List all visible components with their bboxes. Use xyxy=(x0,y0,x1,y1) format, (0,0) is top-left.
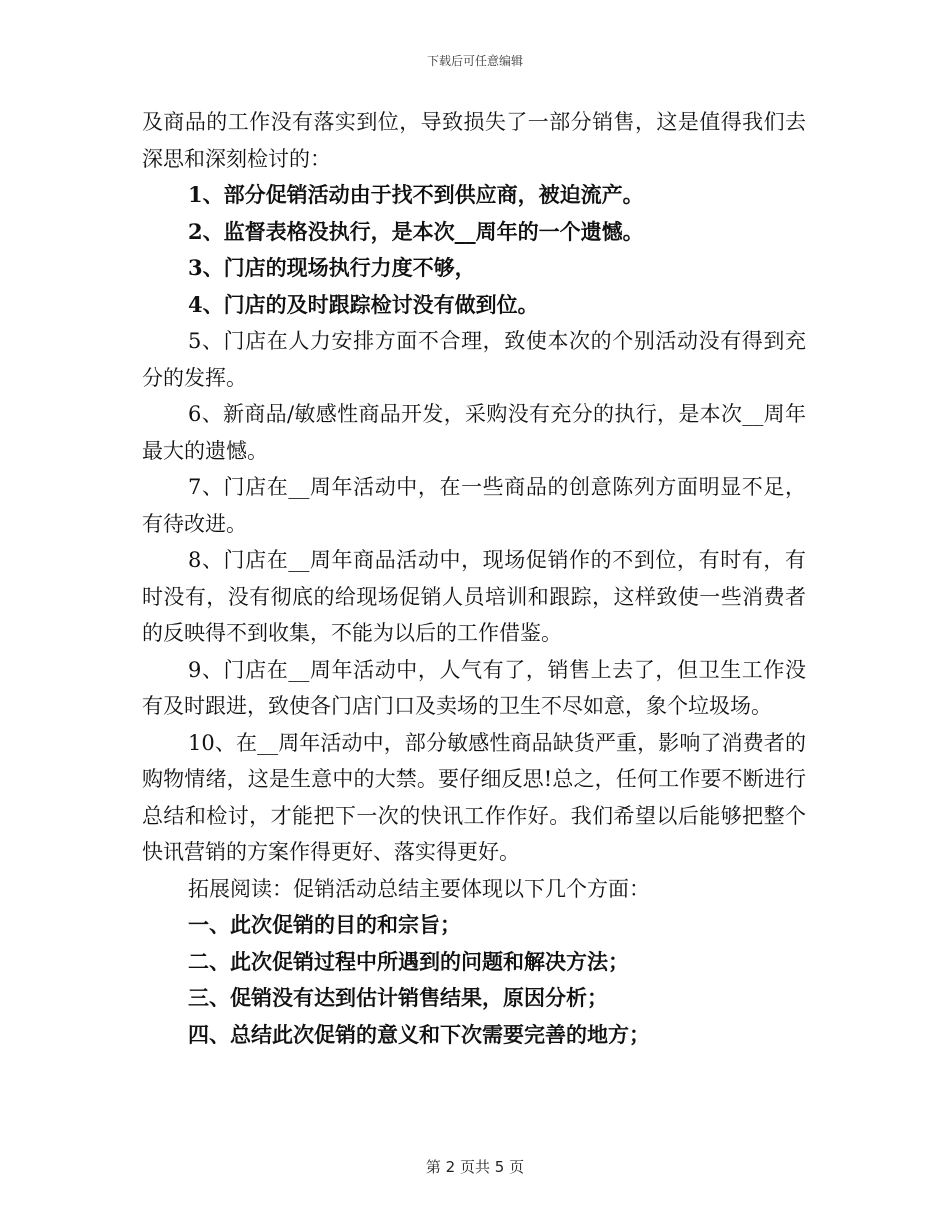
paragraph-item-5: 5、门店在人力安排方面不合理，致使本次的个别活动没有得到充分的发挥。 xyxy=(142,329,806,390)
paragraph-intro: 及商品的工作没有落实到位，导致损失了一部分销售，这是值得我们去深思和深刻检讨的： xyxy=(142,110,806,171)
paragraph-point-3: 三、促销没有达到估计销售结果，原因分析； xyxy=(188,985,608,1010)
paragraph-item-2: 2、监督表格没执行，是本次__周年的一个遗憾。 xyxy=(188,218,644,244)
paragraph-item-7: 7、门店在__周年活动中，在一些商品的创意陈列方面明显不足，有待改进。 xyxy=(142,475,806,536)
paragraph-extended-reading: 拓展阅读：促销活动总结主要体现以下几个方面： xyxy=(188,876,650,901)
paragraph-item-4: 4、门店的及时跟踪检讨没有做到位。 xyxy=(188,291,539,317)
paragraph-point-2: 二、此次促销过程中所遇到的问题和解决方法； xyxy=(188,948,629,974)
paragraph-item-3: 3、门店的现场执行力度不够， xyxy=(188,255,476,280)
paragraph-item-9: 9、门店在__周年活动中，人气有了，销售上去了，但卫生工作没有及时跟进，致使各门店门口及卖场的卫生不尽如意，象个垃圾场。 xyxy=(142,657,806,718)
document-body xyxy=(142,104,806,1053)
page-header: 下载后可任意编辑 xyxy=(426,54,523,68)
paragraph-item-1: 1、部分促销活动由于找不到供应商，被迫流产。 xyxy=(188,182,644,207)
page-footer: 第 2 页共 5 页 xyxy=(425,1158,525,1176)
paragraph-point-1: 一、此次促销的目的和宗旨； xyxy=(188,912,461,937)
paragraph-item-6: 6、新商品/敏感性商品开发，采购没有充分的执行，是本次__周年最大的遗憾。 xyxy=(142,402,806,463)
paragraph-point-4: 四、总结此次促销的意义和下次需要完善的地方； xyxy=(188,1021,650,1047)
paragraph-item-10: 10、在__周年活动中，部分敏感性商品缺货严重，影响了消费者的购物情绪，这是生意中的大禁。要仔细反思!总之，任何工作要不断进行总结和检讨，才能把下一次的快讯工作作好。我们希望以后能够把整个快讯营销的方案作得更好、落实得更好。 xyxy=(142,730,806,864)
paragraph-item-8: 8、门店在__周年商品活动中，现场促销作的不到位，有时有，有时没有，没有彻底的给现场促销人员培训和跟踪，这样致使一些消费者的反映得不到收集，不能为以后的工作借鉴。 xyxy=(142,548,806,645)
